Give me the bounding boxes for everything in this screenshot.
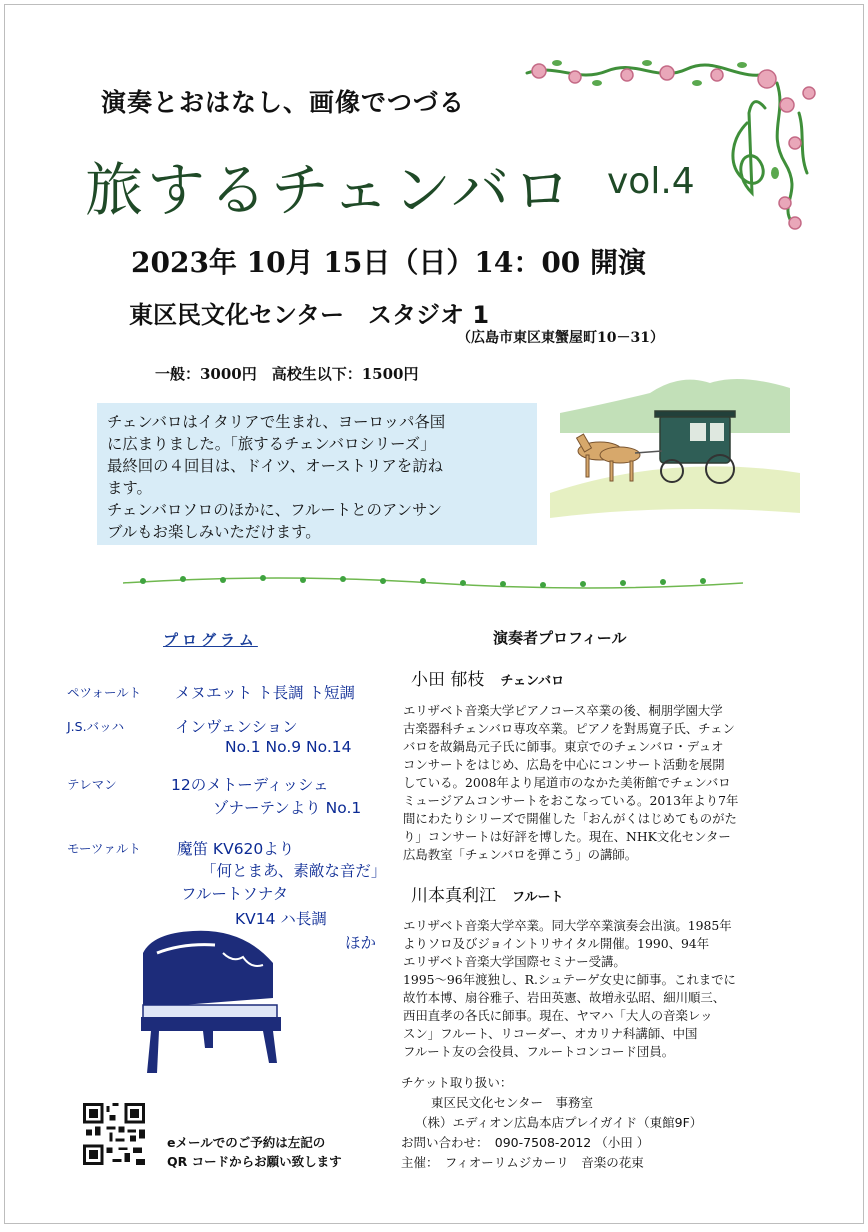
event-subtitle: 演奏とおはなし、画像でつづる — [101, 88, 466, 117]
piece-detail: ゾナーテンより No.1 — [213, 799, 362, 817]
piece-title: 12のメトーディッシェ — [171, 776, 329, 794]
bio-line: 故竹本博、扇谷雅子、岩田英憲、故増永弘昭、細川順三、 — [403, 990, 726, 1005]
intro-line: 最終回の４回目は、ドイツ、オーストリアを訪ね — [107, 457, 443, 475]
composer-name: J.S.バッハ — [67, 719, 125, 734]
harpsichord-illustration — [123, 913, 293, 1083]
event-title: 旅するチェンバロ — [85, 156, 576, 224]
piece-title: フルートソナタ — [181, 885, 289, 903]
performer-name-text: 川本真利江 — [411, 886, 496, 906]
bio-line: 西田直孝の各氏に師事。現在、ヤマハ「大人の音楽レッ — [403, 1008, 713, 1023]
bio-line: 古楽器科チェンバロ専攻卒業。ピアノを對馬寛子氏、チェン — [403, 721, 735, 736]
performer-name — [411, 881, 563, 906]
profile-heading: 演奏者プロフィール — [493, 629, 627, 647]
email-note — [167, 1133, 342, 1171]
intro-line: ます。 — [107, 479, 152, 497]
bio-line: り」コンサートは好評を博した。現在、NHK文化センター — [403, 829, 731, 844]
email-note-line: eメールでのご予約は左記の — [167, 1135, 326, 1150]
qr-code-icon[interactable] — [83, 1103, 145, 1165]
event-venue: 東区民文化センター スタジオ 1 — [129, 301, 490, 329]
ticket-label: チケット取り扱い： — [401, 1075, 513, 1090]
bio-line: 1995～96年渡独し、R.シュテーゲ女史に師事。これまでに — [403, 972, 736, 987]
bio-line: 間にわたりシリーズで開催した「おんがくはじめてものがた — [403, 811, 737, 826]
ticket-outlet: （株）エディオン広島本店プレイガイド（東館9F） — [415, 1115, 703, 1130]
composer-name: テレマン — [67, 777, 117, 792]
organizer: 主催： フィオーリムジカーリ 音楽の花束 — [401, 1155, 644, 1170]
piece-title: 魔笛 KV620より — [177, 840, 295, 858]
program-item — [67, 715, 397, 765]
performer-bio — [403, 917, 783, 1061]
bio-line: 広島教室「チェンバロを弾こう」の講師。 — [403, 847, 638, 862]
intro-box — [97, 403, 537, 545]
performer-bio — [403, 702, 783, 864]
ticket-price: 一般：3000円 高校生以下：1500円 — [155, 365, 419, 383]
ticket-info — [401, 1073, 841, 1173]
email-note-line: QR コードからお願い致します — [167, 1154, 342, 1169]
performer-instrument: チェンバロ — [500, 674, 565, 689]
bio-line: エリザベト音楽大学卒業。同大学卒業演奏会出演。1985年 — [403, 918, 732, 933]
bio-line: コンサートをはじめ、広島を中心にコンサート活動を展開 — [403, 757, 725, 772]
piece-title: メヌエット ト長調 ト短調 — [175, 684, 356, 702]
intro-line: チェンバロはイタリアで生まれ、ヨーロッパ各国 — [107, 413, 446, 431]
bio-line: ミュージアムコンサートをおこなっている。2013年より7年 — [403, 793, 739, 808]
event-date: 2023年 10月 15日（日）14：00 開演 — [131, 246, 647, 279]
piece-detail: KV14 ハ長調 — [235, 910, 327, 928]
program-heading: プログラム — [163, 631, 258, 649]
program-item — [67, 681, 397, 705]
composer-name: ペツォールト — [67, 685, 142, 700]
intro-line: ブルもお楽しみいただけます。 — [107, 523, 321, 541]
clover-divider — [123, 571, 743, 593]
bio-line: バロを故鍋島元子氏に師事。東京でのチェンバロ・デュオ — [403, 739, 724, 754]
ticket-outlet: 東区民文化センター 事務室 — [431, 1095, 594, 1110]
piece-detail: 「何とまあ、素敵な音だ」 — [201, 862, 387, 880]
piece-title: インヴェンション — [175, 718, 298, 736]
carriage-painting — [550, 343, 800, 543]
intro-line: チェンバロソロのほかに、フルートとのアンサン — [107, 501, 443, 519]
performer-instrument: フルート — [512, 890, 564, 905]
performer-name — [411, 665, 564, 690]
bio-line: スン」フルート、リコーダー、オカリナ科講師、中国 — [403, 1026, 698, 1041]
bio-line: エリザベト音楽大学ピアノコース卒業の後、桐朋学園大学 — [403, 703, 723, 718]
composer-name: モーツァルト — [67, 841, 141, 856]
performer-name-text: 小田 郁枝 — [411, 670, 485, 690]
intro-line: に広まりました。「旅するチェンバロシリーズ」 — [107, 435, 436, 453]
volume-label: vol.4 — [607, 161, 695, 202]
bio-line: エリザベト音楽大学国際セミナー受講。 — [403, 954, 626, 969]
bio-line: している。2008年より尾道市のなかた美術館でチェンバロ — [403, 775, 731, 790]
venue-address: （広島市東区東蟹屋町10－31） — [457, 330, 664, 346]
piece-detail: ほか — [345, 934, 377, 952]
bio-line: フルート友の会役員、フルートコンコード団員。 — [403, 1044, 675, 1059]
bio-line: よりソロ及びジョイントリサイタル開催。1990、94年 — [403, 936, 710, 951]
program-item — [67, 773, 397, 823]
flyer-page — [4, 4, 864, 1224]
inquiry-phone: お問い合わせ： 090-7508-2012 （小田 ） — [401, 1135, 650, 1150]
piece-detail: No.1 No.9 No.14 — [225, 738, 352, 756]
